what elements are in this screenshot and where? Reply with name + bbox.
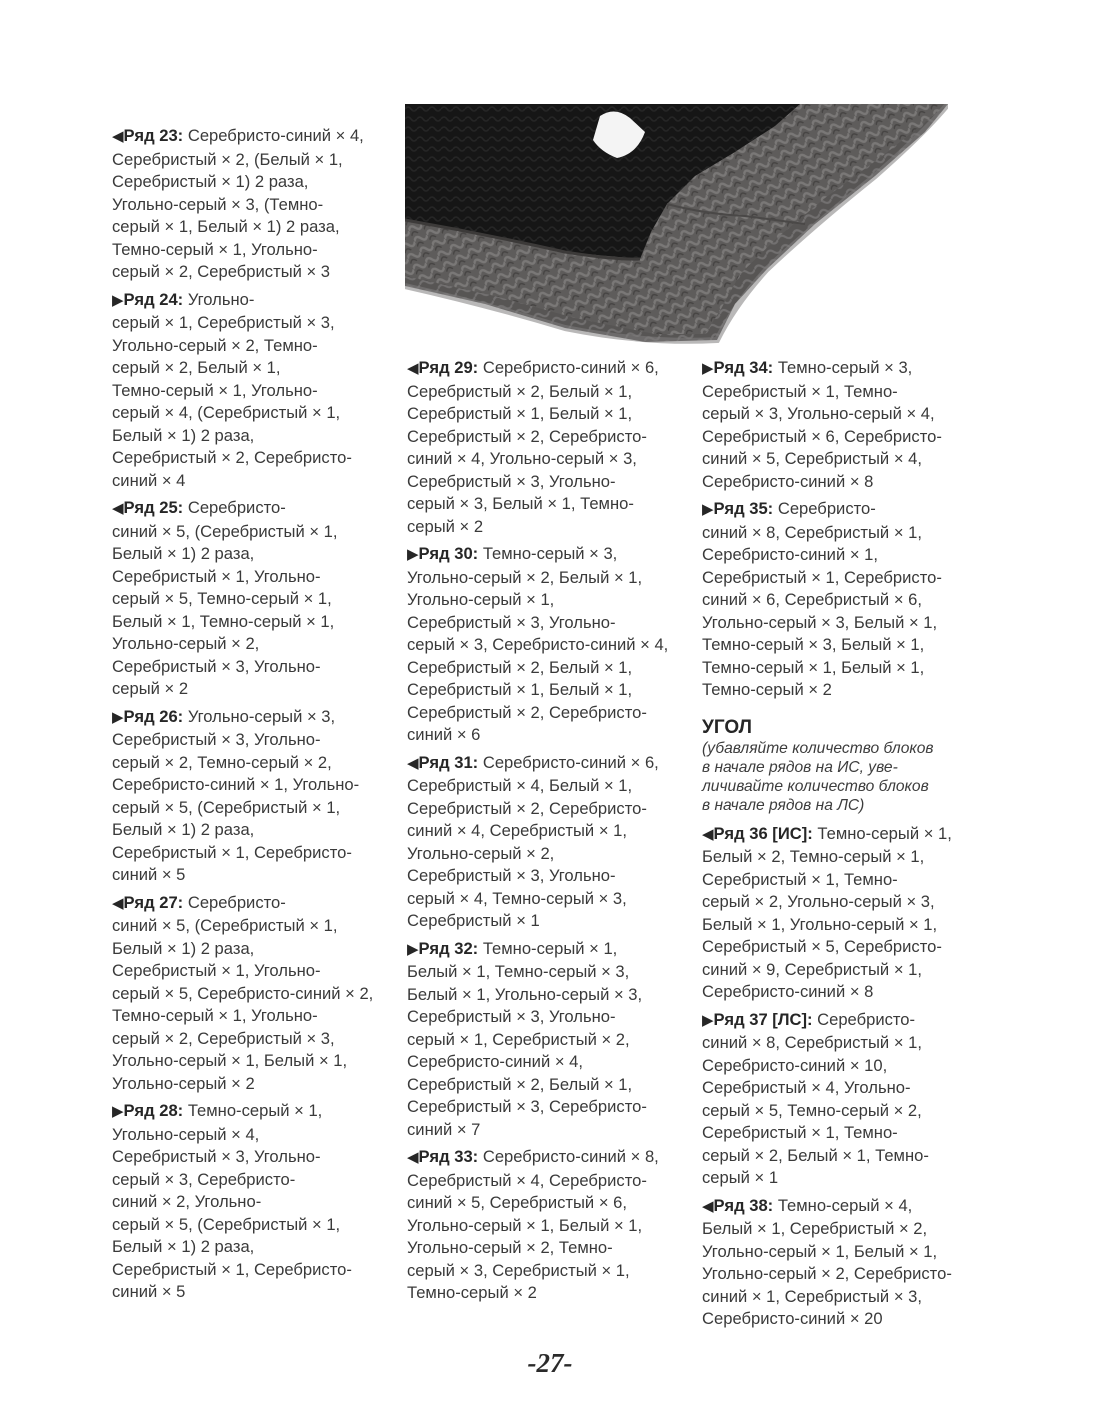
- instruction-line: Серебристо-синий × 20: [702, 1309, 883, 1328]
- row-label: Ряд 32:: [418, 938, 479, 958]
- instruction-line: Серебристо-синий × 8: [702, 471, 874, 491]
- instruction-line: Серебристый × 1, Белый × 1,: [407, 404, 633, 423]
- row-instruction: [407, 357, 692, 538]
- instruction-line: [407, 938, 692, 962]
- column-3: [702, 357, 987, 1336]
- instruction-line: Серебристый × 3, Серебристо-: [407, 1097, 647, 1116]
- row-label: Ряд 24:: [123, 289, 184, 309]
- instruction-line: синий × 9, Серебристый × 1,: [702, 959, 922, 979]
- row-text: Серебристо-синий × 8,: [478, 1147, 659, 1166]
- arrow-right-icon: ▶: [702, 501, 714, 518]
- row-text: Темно-серый × 1,: [812, 823, 952, 843]
- arrow-right-icon: ▶: [407, 546, 419, 563]
- instruction-line: [702, 357, 987, 381]
- instruction-line: серый × 3, Угольно-серый × 4,: [702, 404, 935, 423]
- arrow-left-icon: ◀: [112, 128, 124, 145]
- instruction-line: серый × 3, Серебристо-: [112, 1169, 296, 1189]
- instruction-line: синий × 5, (Серебристый × 1,: [112, 521, 338, 541]
- instruction-line: синий × 8, Серебристый × 1,: [702, 1033, 922, 1052]
- instruction-line: Угольно-серый × 3, Белый × 1,: [702, 612, 938, 632]
- instruction-line: серый × 5, (Серебристый × 1,: [112, 1214, 341, 1234]
- instruction-line: Угольно-серый × 1,: [407, 590, 555, 609]
- instruction-line: синий × 5, Серебристый × 6,: [407, 1193, 627, 1212]
- row-instruction: [112, 497, 397, 701]
- instruction-line: Темно-серый × 1, Белый × 1,: [702, 657, 925, 677]
- column-2: [407, 357, 692, 1310]
- instruction-line: Угольно-серый × 4,: [112, 1124, 260, 1144]
- instruction-line: Серебристый × 1, Серебристо-: [112, 1259, 352, 1279]
- instruction-line: синий × 5, Серебристый × 4,: [702, 449, 922, 468]
- instruction-line: Белый × 1) 2 раза,: [112, 820, 255, 839]
- instruction-line: Серебристый × 5, Серебристо-: [702, 937, 942, 956]
- instruction-line: [112, 289, 397, 313]
- row-text: Угольно-: [183, 289, 255, 309]
- arrow-left-icon: ◀: [112, 894, 124, 912]
- instruction-line: синий × 4, Серебристый × 1,: [407, 821, 627, 840]
- instruction-line: Серебристый × 3, Угольно-: [407, 1007, 616, 1026]
- instruction-line: Белый × 1, Серебристый × 2,: [702, 1219, 928, 1238]
- instruction-line: серый × 5, (Серебристый × 1,: [112, 797, 341, 817]
- instruction-line: Угольно-серый × 1, Белый × 1,: [702, 1241, 938, 1261]
- instruction-line: Угольно-серый × 2, Темно-: [112, 335, 318, 355]
- row-label: Ряд 38:: [713, 1195, 774, 1215]
- row-label: Ряд 26:: [123, 706, 184, 726]
- row-text: Темно-серый × 3,: [773, 358, 913, 377]
- instruction-line: серый × 5, Серебристо-синий × 2,: [112, 983, 374, 1003]
- row-text: Серебристо-: [183, 498, 286, 517]
- corner-title: УГОЛ: [702, 716, 752, 738]
- instruction-line: синий × 8, Серебристый × 1,: [702, 522, 922, 542]
- instruction-line: Белый × 2, Темно-серый × 1,: [702, 847, 925, 866]
- instruction-line: синий × 6: [407, 725, 481, 744]
- corner-note-line: (убавляйте количество блоков: [702, 739, 934, 757]
- corner-note-line: в начале рядов на ЛС): [702, 796, 865, 814]
- row-label: Ряд 35:: [713, 499, 774, 518]
- instruction-line: [407, 543, 692, 567]
- instruction-line: серый × 2: [407, 516, 484, 536]
- instruction-line: Серебристый × 3, Угольно-: [112, 656, 321, 676]
- instruction-line: серый × 1, Белый × 1) 2 раза,: [112, 217, 340, 236]
- instruction-line: Серебристо-синий × 1, Угольно-: [112, 775, 360, 794]
- row-instruction: [702, 498, 987, 702]
- instruction-line: Серебристый × 3, Угольно-: [407, 471, 616, 491]
- row-text: Серебристо-: [183, 892, 286, 912]
- instruction-line: серый × 5, Темно-серый × 1,: [112, 589, 332, 608]
- instruction-line: [702, 823, 987, 847]
- instruction-line: Темно-серый × 2: [702, 680, 832, 699]
- instruction-line: [702, 1009, 987, 1033]
- instruction-line: Угольно-серый × 2, Серебристо-: [702, 1264, 952, 1283]
- instruction-line: Серебристый × 3, Угольно-: [407, 866, 616, 885]
- instruction-line: Угольно-серый × 3, (Темно-: [112, 194, 324, 214]
- instruction-line: синий × 7: [407, 1119, 481, 1139]
- column-1: [112, 125, 397, 1309]
- instruction-line: серый × 2, Угольно-серый × 3,: [702, 892, 935, 911]
- instruction-line: Белый × 1, Темно-серый × 3,: [407, 962, 630, 981]
- row-text: Серебристо-синий × 6,: [478, 752, 659, 772]
- row-instruction: [702, 1195, 987, 1331]
- instruction-line: Серебристый × 4, Серебристо-: [407, 1170, 647, 1190]
- instruction-line: Темно-серый × 1, Угольно-: [112, 239, 318, 259]
- instruction-line: Темно-серый × 1, Угольно-: [112, 380, 318, 400]
- instruction-line: Серебристый × 1, Серебристо-: [112, 842, 352, 862]
- row-label: Ряд 36 [ИС]:: [713, 823, 813, 843]
- row-label: Ряд 33:: [418, 1147, 479, 1166]
- instruction-line: Белый × 1, Темно-серый × 1,: [112, 611, 335, 631]
- arrow-left-icon: ◀: [407, 1149, 419, 1166]
- instruction-line: Белый × 1) 2 раза,: [112, 938, 255, 958]
- row-label: Ряд 27:: [123, 892, 184, 912]
- instruction-line: Серебристый × 2, (Белый × 1,: [112, 149, 343, 169]
- instruction-line: серый × 2, Серебристый × 3: [112, 262, 331, 281]
- instruction-line: Темно-серый × 3, Белый × 1,: [702, 635, 925, 654]
- instruction-line: [112, 1100, 397, 1124]
- yarn-photo: [405, 104, 948, 344]
- arrow-left-icon: ◀: [112, 500, 124, 517]
- row-instruction: [407, 543, 692, 747]
- instruction-line: серый × 2: [112, 679, 189, 698]
- arrow-right-icon: ▶: [702, 1011, 714, 1029]
- instruction-line: Угольно-серый × 1, Белый × 1,: [112, 1051, 348, 1070]
- row-text: Серебристо-: [773, 499, 876, 518]
- instruction-line: серый × 2, Белый × 1,: [112, 358, 281, 377]
- instruction-line: Угольно-серый × 2: [112, 1073, 255, 1093]
- arrow-left-icon: ◀: [702, 825, 714, 843]
- row-label: Ряд 28:: [123, 1101, 184, 1120]
- instruction-line: синий × 5: [112, 1282, 186, 1301]
- row-instruction: [112, 125, 397, 284]
- instruction-line: Белый × 1, Угольно-серый × 1,: [702, 914, 938, 934]
- instruction-line: серый × 1, Серебристый × 2,: [407, 1029, 630, 1049]
- instruction-line: Серебристый × 2, Белый × 1,: [407, 1074, 633, 1094]
- instruction-line: Серебристый × 3, Угольно-: [112, 730, 321, 749]
- instruction-line: Серебристо-синий × 4,: [407, 1052, 583, 1071]
- arrow-right-icon: ▶: [112, 708, 124, 726]
- instruction-line: синий × 1, Серебристый × 3,: [702, 1286, 922, 1306]
- row-text: Серебристо-синий × 6,: [478, 358, 659, 377]
- row-label: Ряд 25:: [123, 498, 184, 517]
- column-3-top: [702, 357, 987, 702]
- row-label: Ряд 23:: [123, 126, 184, 145]
- row-label: Ряд 31:: [418, 752, 479, 772]
- row-instruction: [112, 289, 397, 493]
- arrow-right-icon: ▶: [112, 1103, 124, 1120]
- corner-note: [702, 739, 987, 815]
- instruction-line: Серебристый × 1, Угольно-: [112, 961, 321, 980]
- instruction-line: Угольно-серый × 2, Темно-: [407, 1238, 613, 1257]
- instruction-line: серый × 4, (Серебристый × 1,: [112, 403, 341, 422]
- instruction-line: синий × 6, Серебристый × 6,: [702, 590, 922, 609]
- corner-note-line: личивайте количество блоков: [702, 777, 929, 795]
- row-text: Темно-серый × 3,: [478, 544, 618, 563]
- arrow-right-icon: ▶: [702, 360, 714, 377]
- instruction-line: Угольно-серый × 2,: [112, 634, 260, 653]
- instruction-line: [407, 357, 692, 381]
- row-text: Темно-серый × 1,: [478, 938, 618, 958]
- instruction-line: Серебристый × 4, Угольно-: [702, 1078, 911, 1097]
- row-text: Угольно-серый × 3,: [183, 706, 336, 726]
- arrow-left-icon: ◀: [407, 754, 419, 772]
- instruction-line: [112, 706, 397, 730]
- instruction-line: Серебристый × 1: [407, 911, 540, 930]
- instruction-line: Серебристый × 2, Белый × 1,: [407, 381, 633, 401]
- instruction-line: [702, 498, 987, 522]
- instruction-line: серый × 2, Серебристый × 3,: [112, 1028, 335, 1048]
- instruction-line: Серебристый × 2, Серебристо-: [407, 702, 647, 722]
- instruction-line: серый × 2, Темно-серый × 2,: [112, 752, 332, 772]
- row-instruction: [407, 1146, 692, 1305]
- instruction-line: серый × 2, Белый × 1, Темно-: [702, 1145, 929, 1165]
- instruction-line: Серебристый × 1, Серебристо-: [702, 567, 942, 587]
- column-3-bottom: [702, 823, 987, 1331]
- instruction-line: серый × 3, Белый × 1, Темно-: [407, 494, 634, 513]
- instruction-line: Белый × 1) 2 раза,: [112, 425, 255, 445]
- instruction-line: Угольно-серый × 2,: [407, 843, 555, 863]
- instruction-line: синий × 4, Угольно-серый × 3,: [407, 449, 637, 468]
- instruction-line: Белый × 1) 2 раза,: [112, 1237, 255, 1256]
- row-instruction: [702, 1009, 987, 1190]
- instruction-line: серый × 3, Серебристый × 1,: [407, 1260, 630, 1280]
- row-label: Ряд 30:: [418, 544, 479, 563]
- instruction-line: Серебристый × 2, Серебристо-: [407, 426, 647, 446]
- instruction-line: Серебристый × 1, Темно-: [702, 381, 898, 401]
- row-text: Темно-серый × 4,: [773, 1195, 913, 1215]
- instruction-line: Серебристый × 2, Серебристо-: [407, 798, 647, 818]
- instruction-line: Серебристо-синий × 1,: [702, 545, 878, 564]
- instruction-line: серый × 5, Темно-серый × 2,: [702, 1100, 922, 1120]
- instruction-line: Серебристый × 1) 2 раза,: [112, 172, 309, 191]
- instruction-line: Серебристый × 3, Угольно-: [112, 1147, 321, 1166]
- instruction-line: Угольно-серый × 2, Белый × 1,: [407, 567, 643, 587]
- instruction-line: [407, 752, 692, 776]
- row-label: Ряд 37 [ЛС]:: [713, 1009, 813, 1029]
- row-label: Ряд 34:: [713, 358, 774, 377]
- instruction-line: Белый × 1, Угольно-серый × 3,: [407, 984, 643, 1004]
- row-instruction: [112, 1100, 397, 1304]
- instruction-line: [112, 497, 397, 521]
- row-label: Ряд 29:: [418, 358, 479, 377]
- instruction-line: серый × 1, Серебристый × 3,: [112, 313, 335, 332]
- instruction-line: серый × 1: [702, 1168, 779, 1187]
- instruction-line: Серебристый × 1, Угольно-: [112, 566, 321, 586]
- instruction-line: Серебристый × 1, Темно-: [702, 1123, 898, 1142]
- row-instruction: [407, 938, 692, 1142]
- corner-note-line: в начале рядов на ИС, уве-: [702, 758, 898, 776]
- arrow-left-icon: ◀: [407, 360, 419, 377]
- instruction-line: Серебристо-синий × 8: [702, 982, 874, 1001]
- instruction-line: [112, 125, 397, 149]
- row-instruction: [702, 357, 987, 493]
- row-instruction: [407, 752, 692, 933]
- instruction-line: синий × 5: [112, 865, 186, 884]
- instruction-line: [112, 892, 397, 916]
- instruction-line: Угольно-серый × 1, Белый × 1,: [407, 1215, 643, 1235]
- arrow-left-icon: ◀: [702, 1197, 714, 1215]
- instruction-line: Серебристый × 1, Белый × 1,: [407, 680, 633, 699]
- instruction-line: синий × 2, Угольно-: [112, 1192, 262, 1211]
- instruction-line: серый × 4, Темно-серый × 3,: [407, 888, 627, 908]
- row-instruction: [112, 892, 397, 1096]
- instruction-line: Темно-серый × 1, Угольно-: [112, 1006, 318, 1025]
- instruction-line: Темно-серый × 2: [407, 1283, 537, 1302]
- row-text: Серебристо-синий × 4,: [183, 126, 364, 145]
- instruction-line: синий × 5, (Серебристый × 1,: [112, 916, 338, 935]
- instruction-line: [702, 1195, 987, 1219]
- instruction-line: серый × 3, Серебристо-синий × 4,: [407, 635, 669, 654]
- arrow-right-icon: ▶: [407, 940, 419, 958]
- row-instruction: [112, 706, 397, 887]
- instruction-line: Серебристый × 6, Серебристо-: [702, 426, 942, 446]
- arrow-right-icon: ▶: [112, 291, 124, 309]
- instruction-line: Серебристый × 2, Белый × 1,: [407, 657, 633, 677]
- instruction-line: Серебристый × 1, Темно-: [702, 869, 898, 889]
- instruction-line: Серебристый × 2, Серебристо-: [112, 448, 352, 467]
- instruction-line: [407, 1146, 692, 1170]
- instruction-line: Серебристый × 3, Угольно-: [407, 612, 616, 632]
- row-text: Темно-серый × 1,: [183, 1101, 323, 1120]
- row-instruction: [702, 823, 987, 1004]
- instruction-line: Серебристый × 4, Белый × 1,: [407, 776, 633, 795]
- instruction-line: Белый × 1) 2 раза,: [112, 544, 255, 563]
- instruction-line: Серебристо-синий × 10,: [702, 1055, 888, 1075]
- page-number: -27-: [527, 1348, 573, 1378]
- row-text: Серебристо-: [812, 1009, 916, 1029]
- instruction-line: синий × 4: [112, 470, 186, 490]
